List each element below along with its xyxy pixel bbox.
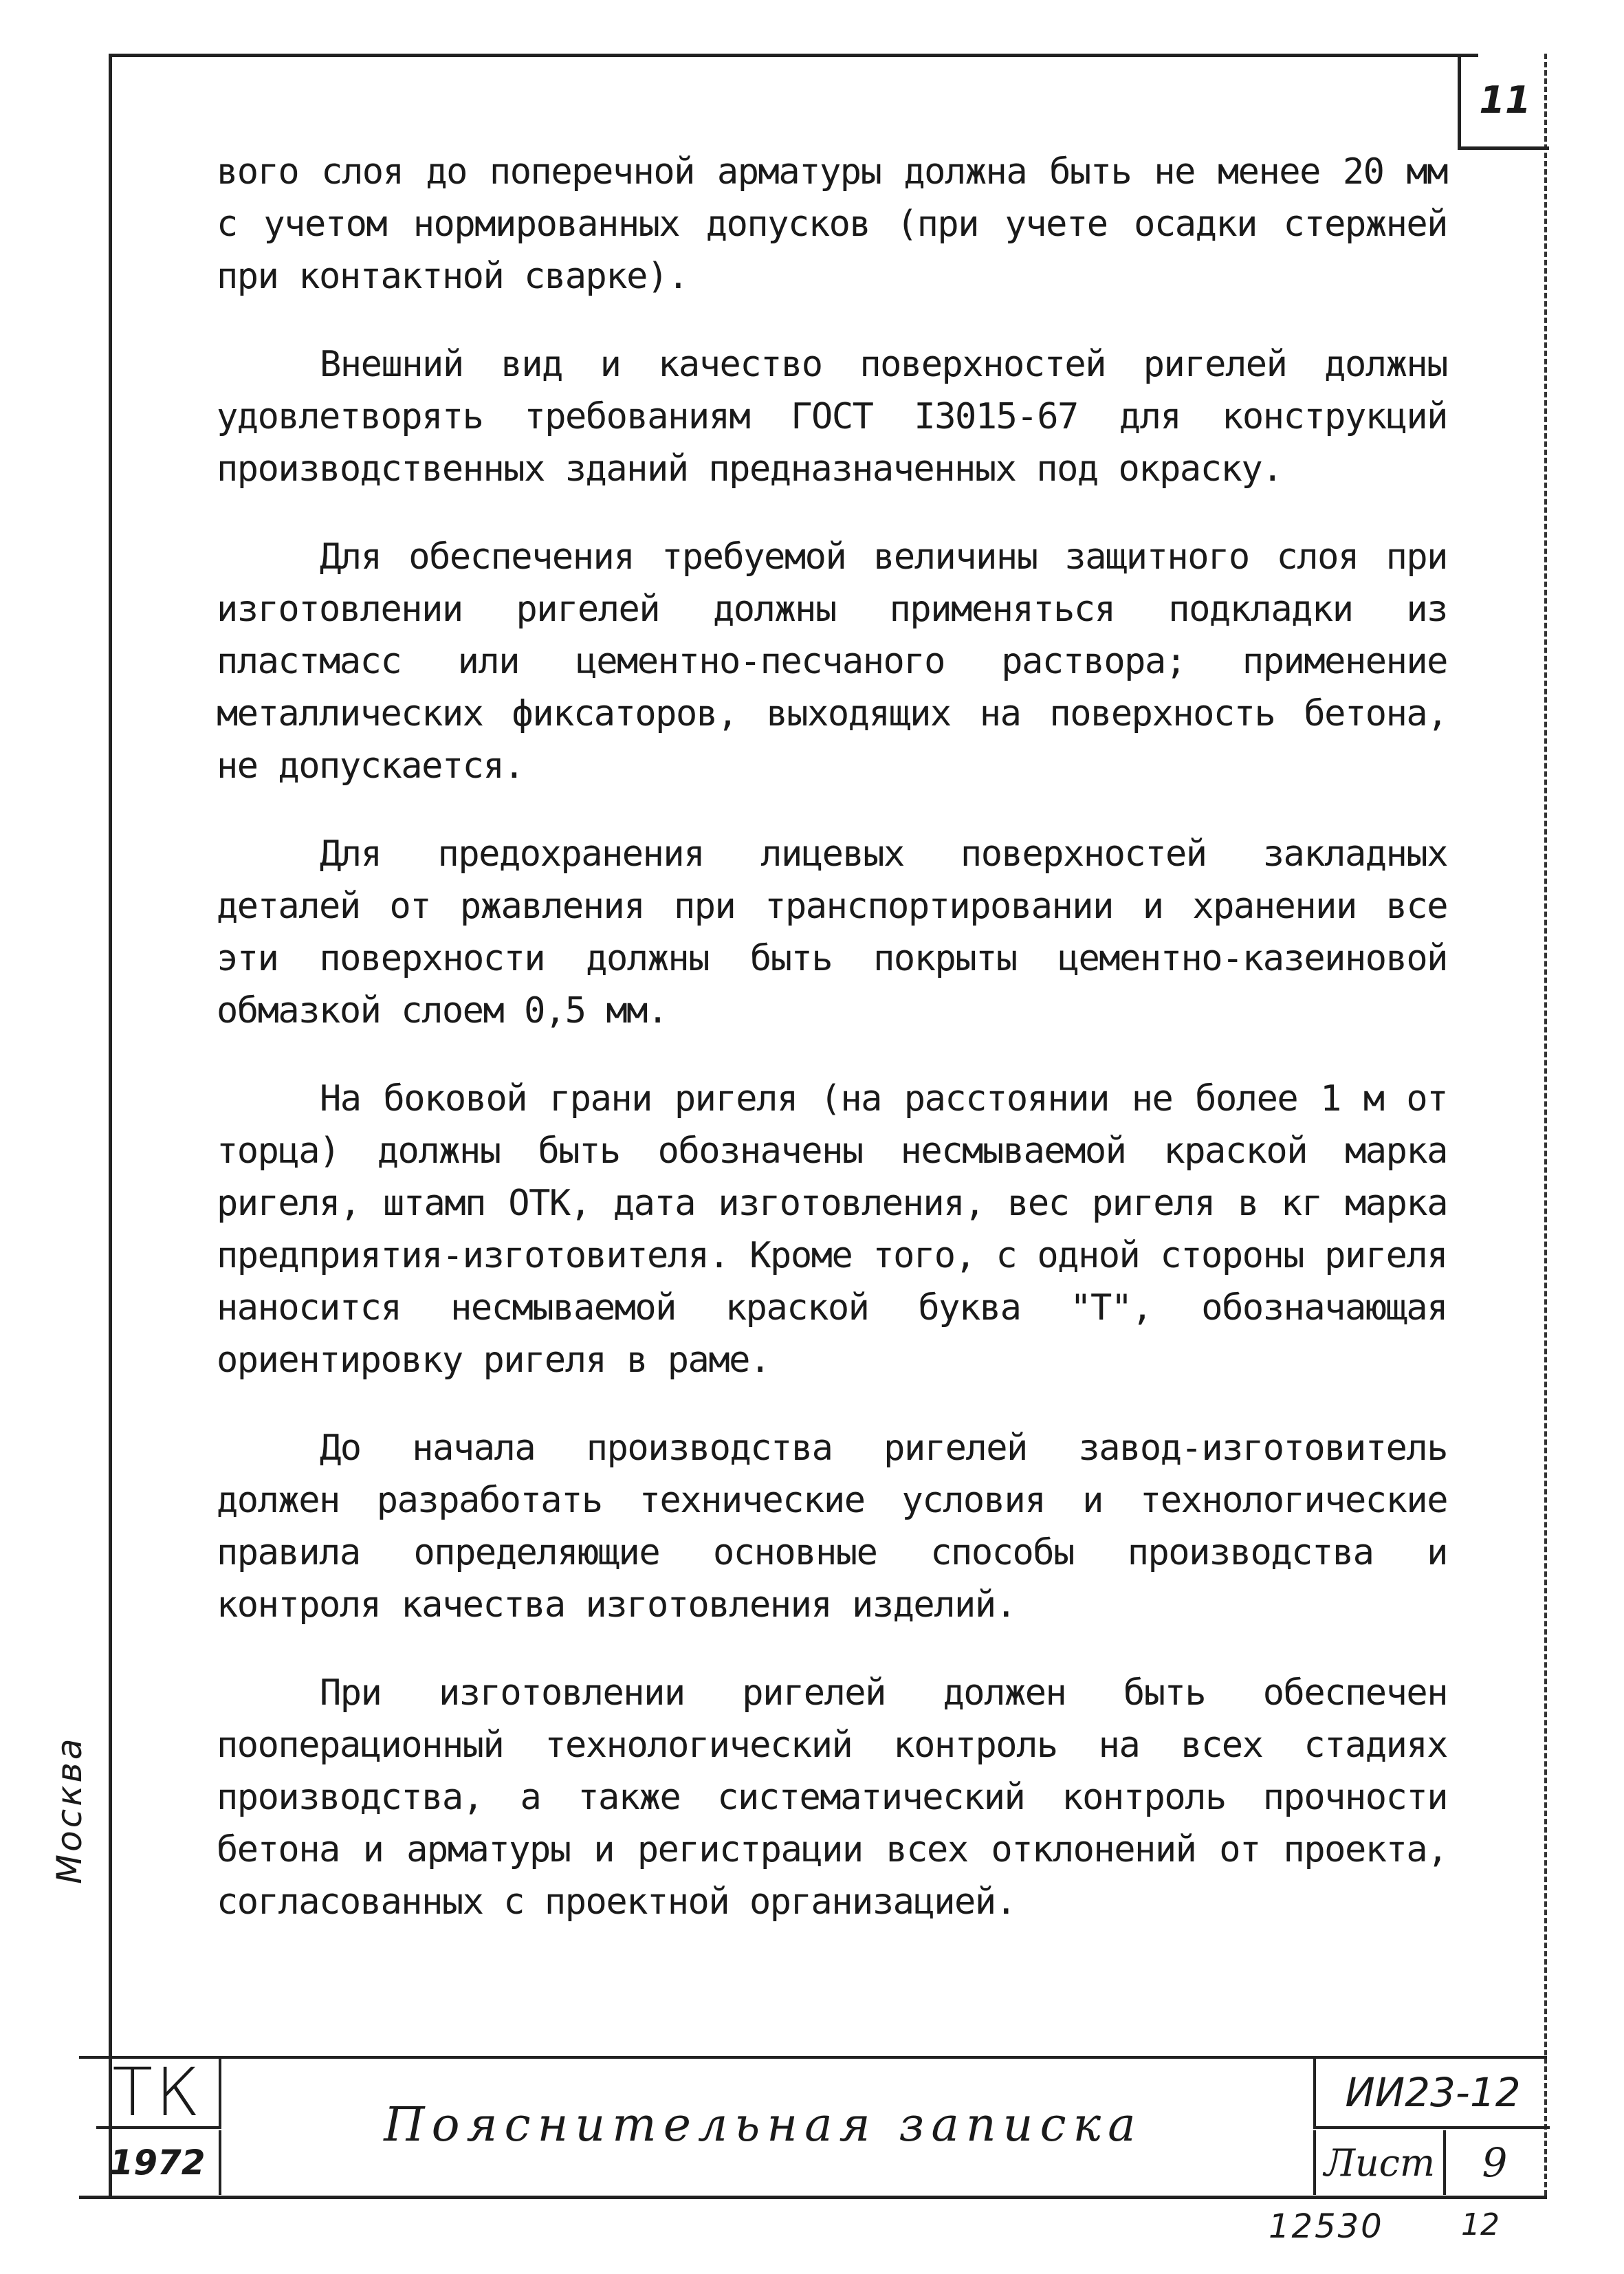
corner-number: 12 <box>1461 2207 1500 2242</box>
paragraph: Внешний вид и качество поверхностей ригелей должны удовлетворять требованиям ГОСТ I3015-67 для конструкций производственных зданий предназначенных под окраску. <box>217 344 1447 490</box>
frame-bottom-border <box>79 2196 1547 2199</box>
stamp-document-code: ИИ23-12 <box>1313 2059 1550 2129</box>
stamp-year: 1972 <box>96 2130 221 2195</box>
stamp-organization: ТК <box>96 2059 221 2129</box>
paragraph: вого слоя до поперечной арматуры должна быть не менее 20 мм с учетом нормированных допусков (при учете осадки стержней при контактной сварке). <box>217 151 1447 297</box>
paragraph: До начала производства ригелей завод-изготовитель должен разработать технические условия и технологические правила определяющие основные способы производства и контроля качества изготовления изделий. <box>217 1428 1447 1626</box>
document-body <box>217 146 1447 1964</box>
frame-right-border <box>1544 54 1547 2196</box>
paragraph: На боковой грани ригеля (на расстоянии не более 1 м от торца) должны быть обозначены несмываемой краской марка ригеля, штамп ОТК, дата изготовления, вес ригеля в кг марка предприятия-изготовителя. Кроме того, с одной стороны ригеля наносится несмываемой краской буква "Т", обозначающая ориентировку ригеля в раме. <box>217 1078 1447 1381</box>
paragraph: Для обеспечения требуемой величины защитного слоя при изготовлении ригелей должны применяться подкладки из пластмасс или цементно-песчаного раствора; применение металлических фиксаторов, выходящих на поверхность бетона, не допускается. <box>217 536 1447 787</box>
page-number: 11 <box>1458 54 1549 150</box>
frame-left-border <box>109 54 112 2196</box>
frame-top-border <box>110 54 1478 57</box>
stamp-sheet-number: 9 <box>1482 2139 1508 2186</box>
inventory-number: 12530 <box>1269 2207 1384 2246</box>
paragraph: Для предохранения лицевых поверхностей закладных деталей от ржавления при транспортировании и хранении все эти поверхности должны быть покрыты цементно-казеиновой обмазкой слоем 0,5 мм. <box>217 833 1447 1031</box>
paragraph: При изготовлении ригелей должен быть обеспечен пооперационный технологический контроль на всех стадиях производства, а также систематический контроль прочности бетона и арматуры и регистрации всех отклонений от проекта, согласованных с проектной организацией. <box>217 1672 1447 1923</box>
stamp-document-title: Пояснительная записка <box>384 2097 1143 2152</box>
margin-note: Москва <box>50 1736 89 1884</box>
stamp-sheet-label: Лист <box>1313 2130 1446 2195</box>
